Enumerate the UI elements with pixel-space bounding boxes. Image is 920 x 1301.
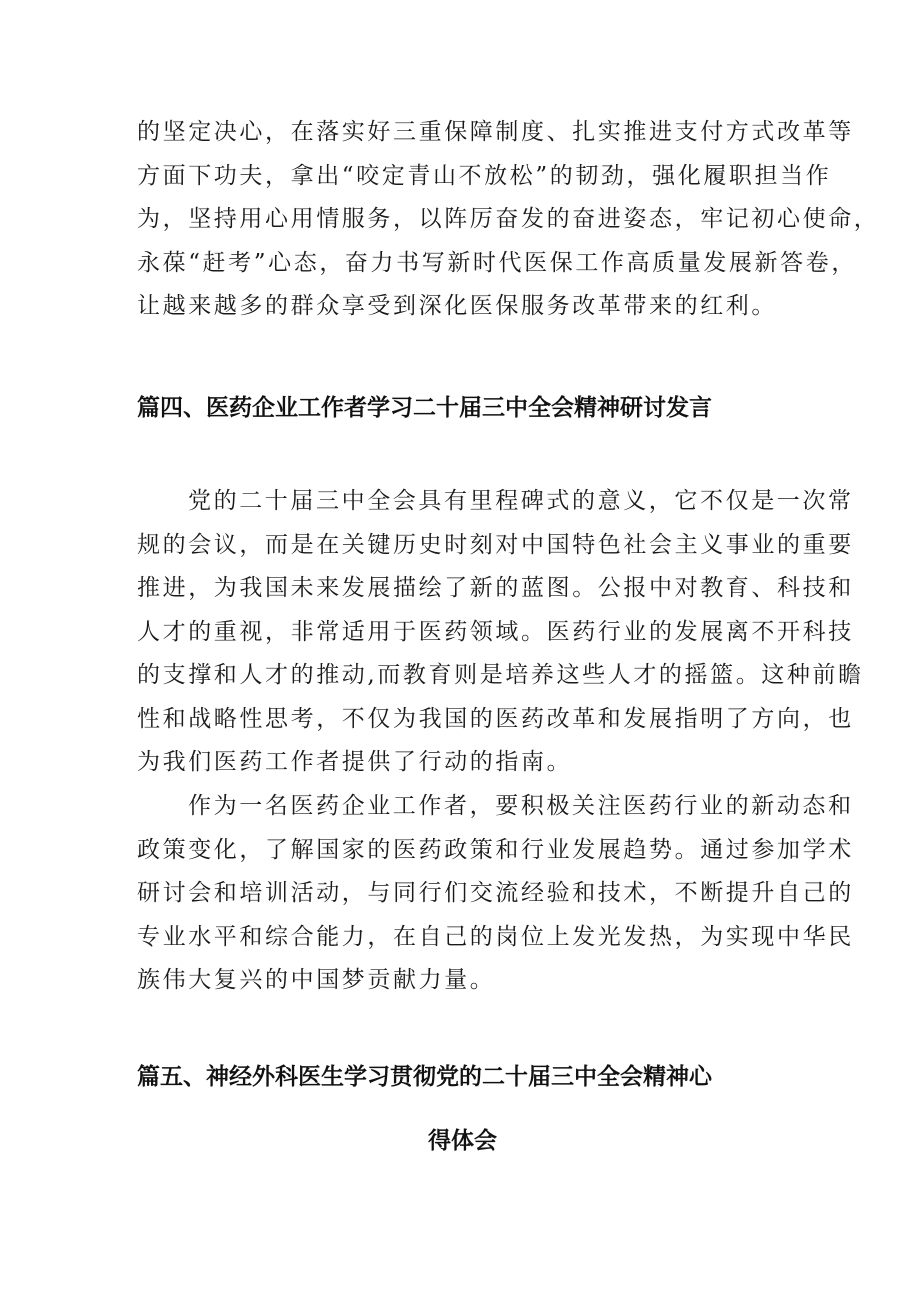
paragraph-line: 党的二十届三中全会具有里程碑式的意义，它不仅是一次常 xyxy=(188,488,854,514)
paragraph-line: 的支撑和人才的推动,而教育则是培养这些人才的摇篮。这种前瞻 xyxy=(137,662,864,688)
paragraph-line: 作为一名医药企业工作者，要积极关注医药行业的新动态和 xyxy=(188,793,854,819)
section-5-heading-line-2: 得体会 xyxy=(428,1128,497,1154)
section-4-paragraph-1 xyxy=(137,480,864,785)
paragraph-line: 研讨会和培训活动，与同行们交流经验和技术，不断提升自己的 xyxy=(137,880,854,906)
section-5-heading-line-1: 篇五、神经外科医生学习贯彻党的二十届三中全会精神心 xyxy=(137,1064,712,1090)
paragraph-line: 永葆“赶考”心态，奋力书写新时代医保工作高质量发展新答卷， xyxy=(137,249,857,276)
section-heading xyxy=(137,1060,837,1094)
continuation-paragraph xyxy=(137,111,880,329)
paragraph-line: 专业水平和综合能力，在自己的岗位上发光发热，为实现中华民 xyxy=(137,923,854,950)
paragraph-line: 规的会议，而是在关键历史时刻对中国特色社会主义事业的重要 xyxy=(137,531,854,558)
paragraph-line: 族伟大复兴的中国梦贡献力量。 xyxy=(137,967,496,993)
section-heading-continuation xyxy=(428,1124,548,1158)
paragraph-line: 为，坚持用心用情服务，以阵厉奋发的奋进姿态，牢记初心使命， xyxy=(137,206,880,232)
paragraph-line: 性和战略性思考，不仅为我国的医药改革和发展指明了方向，也 xyxy=(137,705,854,732)
section-4-paragraph-2 xyxy=(137,785,854,1003)
paragraph-line: 政策变化，了解国家的医药政策和行业发展趋势。通过参加学术 xyxy=(137,836,854,863)
paragraph-line: 让越来越多的群众享受到深化医保服务改革带来的红利。 xyxy=(137,293,777,319)
paragraph-line: 为我们医药工作者提供了行动的指南。 xyxy=(137,749,573,775)
paragraph-line: 方面下功夫，拿出“咬定青山不放松”的韧劲，强化履职担当作 xyxy=(137,162,832,189)
paragraph-line: 人才的重视，非常适用于医药领域。医药行业的发展离不开科技 xyxy=(137,618,854,645)
paragraph-line: 的坚定决心，在落实好三重保障制度、扎实推进支付方式改革等 xyxy=(137,119,854,145)
section-4-heading: 篇四、医药企业工作者学习二十届三中全会精神研讨发言 xyxy=(137,395,712,421)
section-heading xyxy=(137,391,837,425)
paragraph-line: 推进，为我国未来发展描绘了新的蓝图。公报中对教育、科技和 xyxy=(137,575,854,601)
